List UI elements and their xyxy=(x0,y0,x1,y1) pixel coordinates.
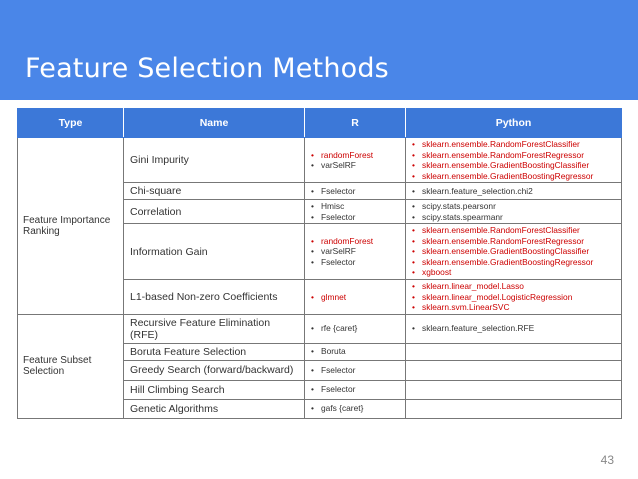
python-package-list xyxy=(411,186,616,197)
python-package-item: • sklearn.feature_selection.chi2 xyxy=(411,186,616,197)
methods-table-container xyxy=(17,108,621,419)
python-packages-cell xyxy=(406,399,622,418)
method-name-cell: Hill Climbing Search xyxy=(124,380,305,399)
r-packages-cell xyxy=(305,399,406,418)
python-packages-cell xyxy=(406,314,622,343)
r-package-item: • Fselector xyxy=(310,186,400,197)
python-packages-cell xyxy=(406,360,622,380)
r-package-item: • varSelRF xyxy=(310,160,400,171)
python-packages-cell xyxy=(406,200,622,224)
python-packages-cell xyxy=(406,183,622,200)
r-package-list xyxy=(310,186,400,197)
r-packages-cell xyxy=(305,314,406,343)
r-package-list xyxy=(310,292,400,303)
python-package-list xyxy=(411,323,616,334)
python-packages-cell xyxy=(406,343,622,360)
r-package-list xyxy=(310,384,400,395)
r-packages-cell xyxy=(305,224,406,280)
r-package-item: • varSelRF xyxy=(310,246,400,257)
r-packages-cell xyxy=(305,138,406,183)
header-python: Python xyxy=(406,109,622,138)
python-packages-cell xyxy=(406,138,622,183)
python-package-list xyxy=(411,139,616,181)
python-package-item: • sklearn.svm.LinearSVC xyxy=(411,302,616,313)
r-packages-cell xyxy=(305,183,406,200)
method-name-cell: Information Gain xyxy=(124,224,305,280)
r-package-item: • Fselector xyxy=(310,212,400,223)
r-packages-cell xyxy=(305,360,406,380)
r-package-item: • rfe {caret} xyxy=(310,323,400,334)
r-package-list xyxy=(310,201,400,222)
header-name: Name xyxy=(124,109,305,138)
method-name-cell: L1-based Non-zero Coefficients xyxy=(124,280,305,315)
r-package-item: • Fselector xyxy=(310,365,400,376)
method-name-cell: Gini Impurity xyxy=(124,138,305,183)
method-name-cell: Correlation xyxy=(124,200,305,224)
python-package-list xyxy=(411,281,616,313)
header-type: Type xyxy=(18,109,124,138)
python-package-item: • sklearn.linear_model.LogisticRegression xyxy=(411,292,616,303)
method-name-cell: Chi-square xyxy=(124,183,305,200)
r-package-list xyxy=(310,346,400,357)
r-packages-cell xyxy=(305,280,406,315)
r-packages-cell xyxy=(305,343,406,360)
r-package-item: • gafs {caret} xyxy=(310,403,400,414)
r-package-item: • randomForest xyxy=(310,236,400,247)
slide-title: Feature Selection Methods xyxy=(25,53,389,84)
python-package-item: • sklearn.ensemble.RandomForestClassifier xyxy=(411,225,616,236)
r-package-item: • randomForest xyxy=(310,150,400,161)
python-packages-cell xyxy=(406,224,622,280)
r-package-list xyxy=(310,236,400,268)
table-body xyxy=(18,138,622,419)
python-package-item: • sklearn.ensemble.GradientBoostingClassifier xyxy=(411,160,616,171)
table-row xyxy=(18,138,622,183)
header-r: R xyxy=(305,109,406,138)
r-packages-cell xyxy=(305,380,406,399)
python-package-item: • scipy.stats.pearsonr xyxy=(411,201,616,212)
table-header-row xyxy=(18,109,622,138)
r-package-list xyxy=(310,150,400,171)
type-cell: Feature Importance Ranking xyxy=(18,138,124,315)
python-packages-cell xyxy=(406,280,622,315)
r-package-item: • glmnet xyxy=(310,292,400,303)
python-package-item: • sklearn.ensemble.GradientBoostingClassifier xyxy=(411,246,616,257)
python-package-item: • xgboost xyxy=(411,267,616,278)
python-package-item: • sklearn.ensemble.RandomForestRegressor xyxy=(411,236,616,247)
type-cell: Feature Subset Selection xyxy=(18,314,124,418)
method-name-cell: Greedy Search (forward/backward) xyxy=(124,360,305,380)
r-package-item: • Boruta xyxy=(310,346,400,357)
r-package-item: • Fselector xyxy=(310,257,400,268)
r-package-item: • Hmisc xyxy=(310,201,400,212)
python-package-item: • sklearn.ensemble.GradientBoostingRegressor xyxy=(411,257,616,268)
table-row xyxy=(18,314,622,343)
python-package-list xyxy=(411,225,616,278)
python-package-item: • sklearn.feature_selection.RFE xyxy=(411,323,616,334)
python-package-list xyxy=(411,201,616,222)
r-package-item: • Fselector xyxy=(310,384,400,395)
method-name-cell: Genetic Algorithms xyxy=(124,399,305,418)
slide-header xyxy=(0,0,638,100)
method-name-cell: Boruta Feature Selection xyxy=(124,343,305,360)
python-package-item: • sklearn.ensemble.GradientBoostingRegressor xyxy=(411,171,616,182)
methods-table xyxy=(17,108,622,419)
python-package-item: • scipy.stats.spearmanr xyxy=(411,212,616,223)
r-packages-cell xyxy=(305,200,406,224)
method-name-cell: Recursive Feature Elimination (RFE) xyxy=(124,314,305,343)
python-package-item: • sklearn.ensemble.RandomForestClassifier xyxy=(411,139,616,150)
page-number: 43 xyxy=(600,453,614,467)
r-package-list xyxy=(310,403,400,414)
python-package-item: • sklearn.ensemble.RandomForestRegressor xyxy=(411,150,616,161)
python-packages-cell xyxy=(406,380,622,399)
r-package-list xyxy=(310,323,400,334)
python-package-item: • sklearn.linear_model.Lasso xyxy=(411,281,616,292)
r-package-list xyxy=(310,365,400,376)
